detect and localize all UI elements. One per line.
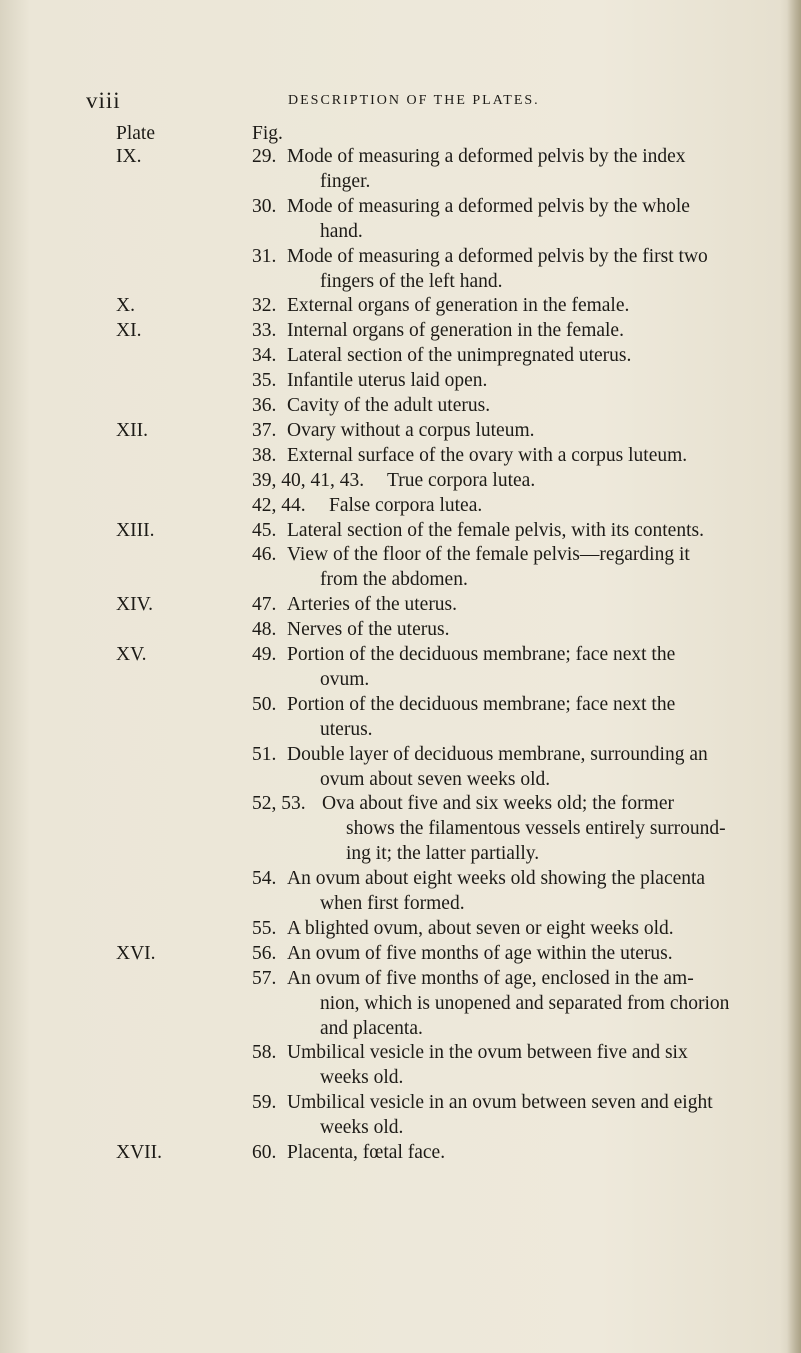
- figure-description-continued: ing it; the latter partially.: [346, 843, 540, 865]
- list-item: [0, 1041, 801, 1065]
- figure-description: True corpora lutea.: [387, 469, 536, 491]
- figure-number: 46.: [252, 544, 277, 566]
- figure-description-continued: uterus.: [320, 718, 373, 740]
- figure-description: Umbilical vesicle in the ovum between five and six: [287, 1042, 688, 1064]
- list-item: [0, 568, 801, 592]
- figure-description: An ovum about eight weeks old showing the placenta: [287, 868, 706, 890]
- figure-description: Internal organs of generation in the female.: [287, 320, 624, 342]
- figure-number: 50.: [252, 693, 277, 715]
- figure-number: 47.: [252, 594, 277, 616]
- figure-number: 58.: [252, 1042, 277, 1064]
- figure-description: Ovary without a corpus luteum.: [287, 419, 535, 441]
- figure-number: 51.: [252, 743, 277, 765]
- list-item: [0, 344, 801, 368]
- list-item: [0, 942, 801, 966]
- list-item: [0, 494, 801, 518]
- plate-number: XI.: [116, 320, 142, 342]
- figure-description-continued: weeks old.: [320, 1067, 404, 1089]
- figure-description: Cavity of the adult uterus.: [287, 395, 491, 416]
- list-item: [0, 245, 801, 269]
- figure-description: False corpora lutea.: [329, 494, 483, 516]
- figure-description-continued: hand.: [320, 220, 363, 242]
- figure-number: 52, 53.: [252, 793, 306, 815]
- figure-number: 59.: [252, 1092, 277, 1114]
- list-item: [0, 593, 801, 617]
- figure-description: Double layer of deciduous membrane, surrounding an: [287, 743, 708, 765]
- list-item: [0, 369, 801, 393]
- running-header: DESCRIPTION OF THE PLATES.: [288, 93, 540, 108]
- column-head-fig: Fig.: [252, 123, 283, 144]
- figure-number: 48.: [252, 619, 277, 641]
- list-item: [0, 220, 801, 244]
- list-item: [0, 743, 801, 767]
- list-item: [0, 768, 801, 792]
- plate-number: IX.: [116, 146, 142, 167]
- figure-number: 30.: [252, 195, 277, 217]
- figure-number: 49.: [252, 644, 277, 665]
- figure-number: 57.: [252, 967, 277, 989]
- list-item: [0, 892, 801, 916]
- figure-description-continued: finger.: [320, 170, 371, 192]
- figure-description: Infantile uterus laid open.: [287, 370, 488, 392]
- figure-number: 42, 44.: [252, 494, 306, 516]
- list-item: [0, 967, 801, 991]
- figure-description: Lateral section of the unimpregnated uterus.: [287, 345, 632, 367]
- figure-number: 36.: [252, 395, 277, 416]
- figure-number: 38.: [252, 444, 277, 466]
- figure-number: 33.: [252, 320, 277, 342]
- figure-description-continued: ovum.: [320, 668, 370, 690]
- list-item: [0, 444, 801, 468]
- figure-description: External surface of the ovary with a corpus luteum.: [287, 444, 688, 466]
- list-item: [0, 992, 801, 1016]
- figure-description: Placenta, fœtal face.: [287, 1142, 446, 1163]
- figure-description: Mode of measuring a deformed pelvis by the index: [287, 146, 686, 167]
- figure-description: Nerves of the uterus.: [287, 619, 450, 641]
- list-item: [0, 195, 801, 219]
- figure-description: External organs of generation in the female.: [287, 295, 630, 317]
- plate-number: X.: [116, 295, 135, 317]
- figure-number: 31.: [252, 245, 277, 267]
- list-item: [0, 319, 801, 343]
- figure-description: Umbilical vesicle in an ovum between seven and eight: [287, 1092, 713, 1114]
- list-item: [0, 693, 801, 717]
- plate-number: XIII.: [116, 519, 155, 541]
- figure-number: 39, 40, 41, 43.: [252, 469, 365, 491]
- list-item: [0, 1141, 801, 1165]
- plate-number: XII.: [116, 419, 148, 441]
- figure-description: Mode of measuring a deformed pelvis by the whole: [287, 195, 690, 217]
- list-item: [0, 469, 801, 493]
- list-item: [0, 792, 801, 816]
- figure-number: 37.: [252, 419, 277, 441]
- list-item: [0, 668, 801, 692]
- plate-number: XVI.: [116, 942, 156, 964]
- plate-number: XV.: [116, 644, 147, 665]
- figure-description-continued: and placenta.: [320, 1017, 423, 1039]
- plate-number: XIV.: [116, 594, 154, 616]
- figure-number: 54.: [252, 868, 277, 890]
- figure-number: 35.: [252, 370, 277, 392]
- figure-number: 55.: [252, 917, 277, 939]
- plate-number: XVII.: [116, 1142, 163, 1163]
- figure-description: A blighted ovum, about seven or eight weeks old.: [287, 917, 674, 939]
- list-item: [0, 543, 801, 567]
- figure-description: Portion of the deciduous membrane; face next the: [287, 693, 676, 715]
- figure-description: View of the floor of the female pelvis—regarding it: [287, 544, 690, 566]
- list-item: [0, 643, 801, 667]
- figure-number: 29.: [252, 146, 277, 167]
- list-item: [0, 867, 801, 891]
- figure-description: Lateral section of the female pelvis, with its contents.: [287, 519, 704, 541]
- list-item: [0, 519, 801, 543]
- figure-number: 45.: [252, 519, 277, 541]
- list-item: [0, 419, 801, 443]
- figure-description: Mode of measuring a deformed pelvis by the first two: [287, 245, 708, 267]
- list-item: [0, 718, 801, 742]
- page-number: viii: [86, 88, 121, 113]
- figure-description-continued: shows the filamentous vessels entirely surround-: [346, 818, 726, 840]
- figure-number: 56.: [252, 942, 277, 964]
- figure-description-continued: when first formed.: [320, 893, 465, 914]
- column-head-plate: Plate: [116, 123, 155, 144]
- figure-description-continued: ovum about seven weeks old.: [320, 768, 551, 790]
- figure-description: An ovum of five months of age, enclosed in the am-: [287, 967, 694, 989]
- figure-description: An ovum of five months of age within the uterus.: [287, 942, 673, 964]
- list-item: [0, 1116, 801, 1140]
- figure-description: Arteries of the uterus.: [287, 594, 458, 616]
- figure-description: Portion of the deciduous membrane; face next the: [287, 644, 676, 665]
- list-item: [0, 1017, 801, 1041]
- list-item: [0, 170, 801, 194]
- list-item: [0, 394, 801, 418]
- list-item: [0, 1091, 801, 1115]
- figure-description-continued: weeks old.: [320, 1117, 404, 1139]
- figure-number: 34.: [252, 345, 277, 367]
- list-item: [0, 1066, 801, 1090]
- figure-description-continued: from the abdomen.: [320, 569, 468, 591]
- figure-description: Ova about five and six weeks old; the former: [322, 793, 674, 815]
- figure-description-continued: fingers of the left hand.: [320, 270, 503, 292]
- list-item: [0, 145, 801, 169]
- list-item: [0, 618, 801, 642]
- list-item: [0, 842, 801, 866]
- figure-number: 60.: [252, 1142, 277, 1163]
- list-item: [0, 294, 801, 318]
- list-item: [0, 817, 801, 841]
- list-item: [0, 270, 801, 294]
- figure-description-continued: nion, which is unopened and separated from chorion: [320, 992, 730, 1014]
- figure-number: 32.: [252, 295, 277, 317]
- list-item: [0, 917, 801, 941]
